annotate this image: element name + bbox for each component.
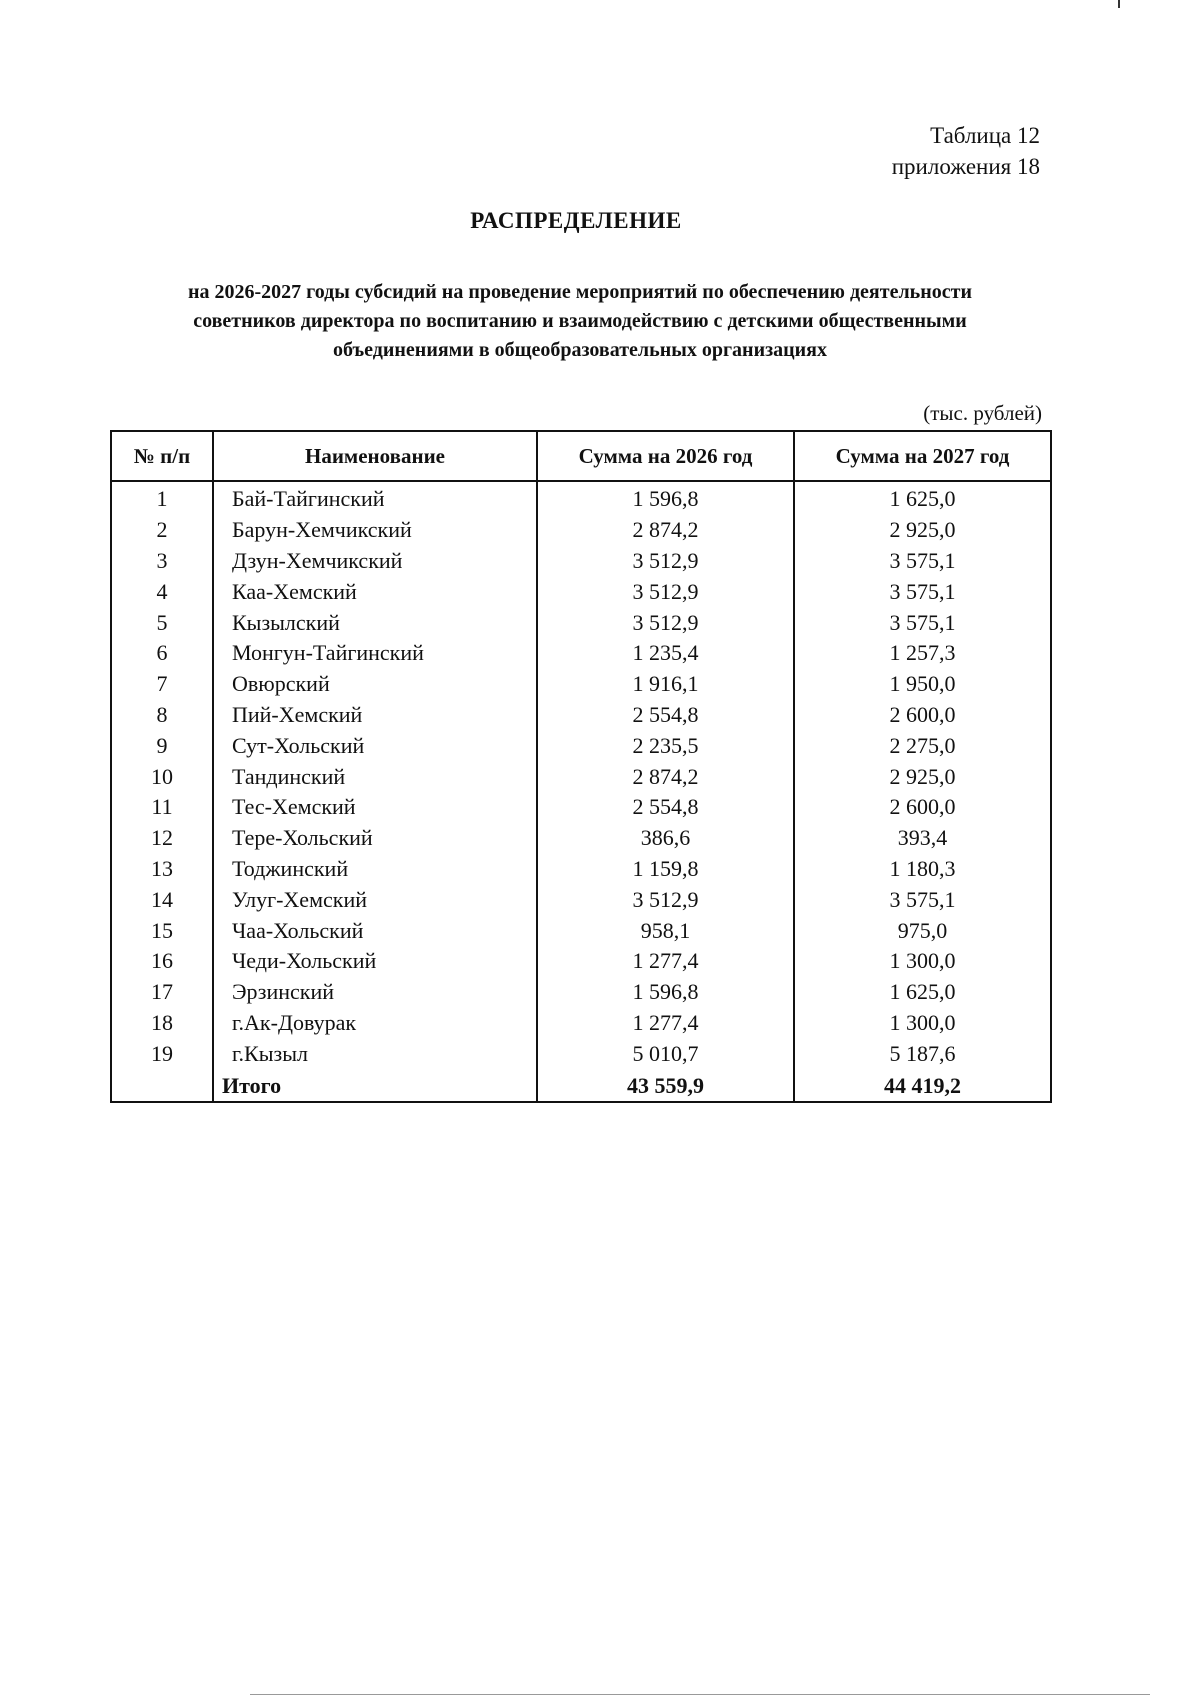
row-num: 3 bbox=[111, 546, 213, 577]
row-num: 12 bbox=[111, 823, 213, 854]
row-sum-2026: 2 554,8 bbox=[537, 792, 794, 823]
table-row bbox=[111, 761, 1051, 792]
row-num: 8 bbox=[111, 700, 213, 731]
row-sum-2027: 5 187,6 bbox=[794, 1038, 1051, 1069]
document-title: РАСПРЕДЕЛЕНИЕ bbox=[470, 208, 682, 233]
row-sum-2027: 975,0 bbox=[794, 915, 1051, 946]
row-sum-2026: 958,1 bbox=[537, 915, 794, 946]
row-num: 11 bbox=[111, 792, 213, 823]
table-row bbox=[111, 607, 1051, 638]
table-number: Таблица 12 bbox=[930, 123, 1040, 148]
table-row bbox=[111, 884, 1051, 915]
row-sum-2026: 5 010,7 bbox=[537, 1038, 794, 1069]
row-num: 5 bbox=[111, 607, 213, 638]
row-sum-2026: 2 554,8 bbox=[537, 700, 794, 731]
row-sum-2027: 3 575,1 bbox=[794, 607, 1051, 638]
table-row bbox=[111, 481, 1051, 515]
row-num: 19 bbox=[111, 1038, 213, 1069]
row-sum-2026: 3 512,9 bbox=[537, 546, 794, 577]
table-row bbox=[111, 1038, 1051, 1069]
row-sum-2027: 1 300,0 bbox=[794, 946, 1051, 977]
row-sum-2027: 1 625,0 bbox=[794, 977, 1051, 1008]
row-sum-2027: 2 600,0 bbox=[794, 700, 1051, 731]
row-sum-2027: 3 575,1 bbox=[794, 576, 1051, 607]
row-sum-2027: 1 257,3 bbox=[794, 638, 1051, 669]
row-num: 18 bbox=[111, 1008, 213, 1039]
row-sum-2026: 3 512,9 bbox=[537, 576, 794, 607]
total-label: Итого bbox=[213, 1069, 537, 1102]
table-row bbox=[111, 946, 1051, 977]
row-sum-2026: 1 277,4 bbox=[537, 946, 794, 977]
appendix-number: приложения 18 bbox=[891, 154, 1040, 179]
distribution-table bbox=[110, 430, 1052, 1103]
row-name: Барун-Хемчикский bbox=[213, 515, 537, 546]
row-sum-2027: 3 575,1 bbox=[794, 546, 1051, 577]
row-sum-2026: 2 235,5 bbox=[537, 730, 794, 761]
row-name: Сут-Хольский bbox=[213, 730, 537, 761]
subtitle-line: объединениями в общеобразовательных организациях bbox=[332, 339, 827, 361]
table-row bbox=[111, 915, 1051, 946]
row-num: 4 bbox=[111, 576, 213, 607]
scan-mark bbox=[1118, 0, 1120, 8]
row-name: Тере-Хольский bbox=[213, 823, 537, 854]
table-row bbox=[111, 792, 1051, 823]
header-sum-2027: Сумма на 2027 год bbox=[794, 431, 1051, 481]
row-num: 15 bbox=[111, 915, 213, 946]
table-row bbox=[111, 823, 1051, 854]
row-name: Дзун-Хемчикский bbox=[213, 546, 537, 577]
row-sum-2026: 3 512,9 bbox=[537, 884, 794, 915]
row-name: Бай-Тайгинский bbox=[213, 481, 537, 515]
row-sum-2027: 1 180,3 bbox=[794, 854, 1051, 885]
table-row bbox=[111, 546, 1051, 577]
table-body bbox=[111, 481, 1051, 1069]
row-num: 13 bbox=[111, 854, 213, 885]
row-name: Чаа-Хольский bbox=[213, 915, 537, 946]
table-row bbox=[111, 515, 1051, 546]
table-row bbox=[111, 977, 1051, 1008]
row-sum-2027: 393,4 bbox=[794, 823, 1051, 854]
total-sum-2026: 43 559,9 bbox=[537, 1069, 794, 1102]
row-sum-2026: 1 916,1 bbox=[537, 669, 794, 700]
row-sum-2026: 1 596,8 bbox=[537, 481, 794, 515]
subtitle-line: на 2026-2027 годы субсидий на проведение мероприятий по обеспечению деятельности bbox=[187, 281, 973, 303]
row-name: Тоджинский bbox=[213, 854, 537, 885]
row-sum-2027: 1 625,0 bbox=[794, 481, 1051, 515]
row-name: Пий-Хемский bbox=[213, 700, 537, 731]
row-name: г.Кызыл bbox=[213, 1038, 537, 1069]
row-sum-2026: 1 235,4 bbox=[537, 638, 794, 669]
row-sum-2027: 2 275,0 bbox=[794, 730, 1051, 761]
row-name: г.Ак-Довурак bbox=[213, 1008, 537, 1039]
header-name: Наименование bbox=[213, 431, 537, 481]
row-name: Каа-Хемский bbox=[213, 576, 537, 607]
table-row bbox=[111, 638, 1051, 669]
row-sum-2027: 2 925,0 bbox=[794, 761, 1051, 792]
row-num: 14 bbox=[111, 884, 213, 915]
table-row bbox=[111, 576, 1051, 607]
row-sum-2027: 1 300,0 bbox=[794, 1008, 1051, 1039]
table-row bbox=[111, 669, 1051, 700]
row-num: 7 bbox=[111, 669, 213, 700]
table-row bbox=[111, 1008, 1051, 1039]
row-sum-2027: 3 575,1 bbox=[794, 884, 1051, 915]
total-num-cell bbox=[111, 1069, 213, 1102]
document-subtitle bbox=[100, 278, 1060, 365]
row-num: 16 bbox=[111, 946, 213, 977]
row-name: Чеди-Хольский bbox=[213, 946, 537, 977]
total-sum-2027: 44 419,2 bbox=[794, 1069, 1051, 1102]
row-sum-2026: 2 874,2 bbox=[537, 761, 794, 792]
table-row bbox=[111, 854, 1051, 885]
row-sum-2026: 2 874,2 bbox=[537, 515, 794, 546]
header-sum-2026: Сумма на 2026 год bbox=[537, 431, 794, 481]
header-num: № п/п bbox=[111, 431, 213, 481]
row-name: Овюрский bbox=[213, 669, 537, 700]
row-sum-2026: 1 159,8 bbox=[537, 854, 794, 885]
table-reference bbox=[892, 120, 1040, 182]
row-num: 2 bbox=[111, 515, 213, 546]
row-num: 17 bbox=[111, 977, 213, 1008]
row-num: 1 bbox=[111, 481, 213, 515]
row-name: Улуг-Хемский bbox=[213, 884, 537, 915]
row-num: 10 bbox=[111, 761, 213, 792]
total-row bbox=[111, 1069, 1051, 1102]
units-label: (тыс. рублей) bbox=[923, 401, 1042, 425]
row-sum-2026: 1 277,4 bbox=[537, 1008, 794, 1039]
row-name: Эрзинский bbox=[213, 977, 537, 1008]
row-name: Тес-Хемский bbox=[213, 792, 537, 823]
row-sum-2027: 1 950,0 bbox=[794, 669, 1051, 700]
row-name: Кызылский bbox=[213, 607, 537, 638]
row-name: Тандинский bbox=[213, 761, 537, 792]
table-row bbox=[111, 700, 1051, 731]
subtitle-line: советников директора по воспитанию и взаимодействию с детскими общественными bbox=[193, 310, 967, 332]
row-name: Монгун-Тайгинский bbox=[213, 638, 537, 669]
row-sum-2026: 3 512,9 bbox=[537, 607, 794, 638]
row-sum-2027: 2 600,0 bbox=[794, 792, 1051, 823]
scan-edge-line bbox=[250, 1694, 1150, 1695]
table-header-row bbox=[111, 431, 1051, 481]
row-sum-2027: 2 925,0 bbox=[794, 515, 1051, 546]
row-num: 6 bbox=[111, 638, 213, 669]
row-num: 9 bbox=[111, 730, 213, 761]
row-sum-2026: 1 596,8 bbox=[537, 977, 794, 1008]
table-row bbox=[111, 730, 1051, 761]
row-sum-2026: 386,6 bbox=[537, 823, 794, 854]
